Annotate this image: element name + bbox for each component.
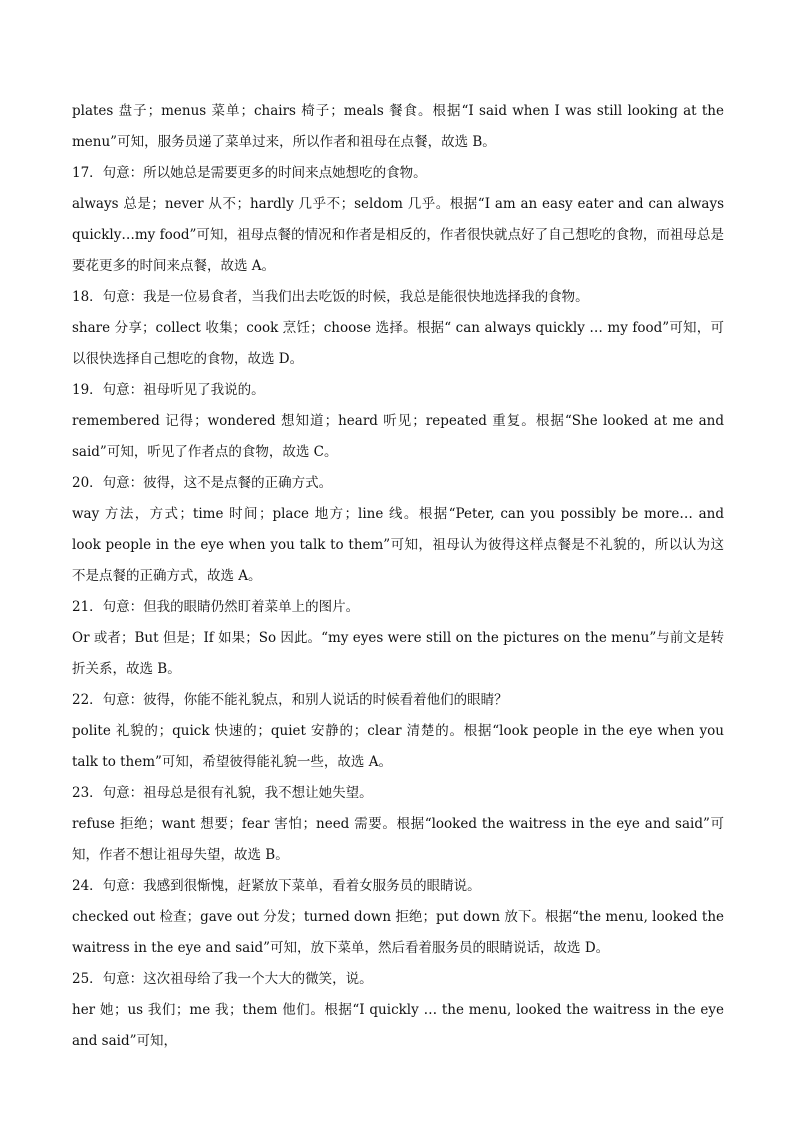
question-20-meaning: 20．句意：彼得，这不是点餐的正确方式。 bbox=[72, 475, 333, 491]
paragraph-body: checked out 检查；gave out 分发；turned down 拒绝；put down 放下。根据“the menu, looked the waitress in the eye and said”可知，放下菜单，然后看着服务员的眼睛说话，故选 D。 bbox=[72, 909, 724, 956]
paragraph-body: always 总是；never 从不；hardly 几乎不；seldom 几乎。根据“I am an easy eater and can always quickly…my food”可知，祖母点餐的情况和作者是相反的，作者很快就点好了自己想吃的食物，而祖母总是要花更多的时间来点餐，故选 A。 bbox=[72, 196, 724, 274]
question-25-meaning: 25．句意：这次祖母给了我一个大大的微笑，说。 bbox=[72, 971, 373, 987]
question-22-meaning: 22．句意：彼得，你能不能礼貌点，和别人说话的时候看着他们的眼睛？ bbox=[72, 692, 508, 708]
paragraph-body: way 方法，方式；time 时间；place 地方；line 线。根据“Peter, can you possibly be more… and look people in the eye when you talk to them”可知，祖母认为彼得这样点餐是不礼貌的，所以认为这不是点餐的正确方式，故选 A。 bbox=[72, 506, 724, 584]
paragraph-body: refuse 拒绝；want 想要；fear 害怕；need 需要。根据“looked the waitress in the eye and said”可知，作者不想让祖母失望，故选 B。 bbox=[72, 816, 724, 863]
question-24-meaning: 24．句意：我感到很惭愧，赶紧放下菜单，看着女服务员的眼睛说。 bbox=[72, 878, 481, 894]
question-21-meaning: 21．句意：但我的眼睛仍然盯着菜单上的图片。 bbox=[72, 599, 360, 615]
question-19-meaning: 19．句意：祖母听见了我说的。 bbox=[72, 382, 265, 398]
paragraph-body: her 她；us 我们；me 我；them 他们。根据“I quickly … the menu, looked the waitress in the eye and said”可知， bbox=[72, 1002, 724, 1049]
question-18-meaning: 18．句意：我是一位易食者，当我们出去吃饭的时候，我总是能很快地选择我的食物。 bbox=[72, 289, 589, 305]
paragraph-body: share 分享；collect 收集；cook 烹饪；choose 选择。根据“ can always quickly … my food”可知，可以很快选择自己想吃的食物，故选 D。 bbox=[72, 320, 724, 367]
document-page bbox=[72, 96, 724, 1057]
question-17-meaning: 17．句意：所以她总是需要更多的时间来点她想吃的食物。 bbox=[72, 165, 427, 181]
paragraph-body: polite 礼貌的；quick 快速的；quiet 安静的；clear 清楚的。根据“look people in the eye when you talk to them”可知，希望彼得能礼貌一些，故选 A。 bbox=[72, 723, 724, 770]
paragraph-body: remembered 记得；wondered 想知道；heard 听见；repeated 重复。根据“She looked at me and said”可知，听见了作者点的食物，故选 C。 bbox=[72, 413, 724, 460]
question-23-meaning: 23．句意：祖母总是很有礼貌，我不想让她失望。 bbox=[72, 785, 373, 801]
paragraph-body: Or 或者；But 但是；If 如果；So 因此。“my eyes were still on the pictures on the menu”与前文是转折关系，故选 B。 bbox=[72, 630, 724, 677]
paragraph-body: plates 盘子；menus 菜单；chairs 椅子；meals 餐食。根据“I said when I was still looking at the menu”可知，服务员递了菜单过来，所以作者和祖母在点餐，故选 B。 bbox=[72, 103, 724, 150]
